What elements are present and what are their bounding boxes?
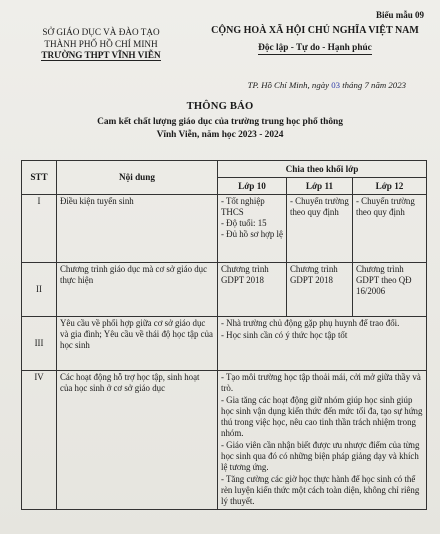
department-line-2: THÀNH PHỐ HỒ CHÍ MINH xyxy=(44,38,158,49)
cell-line: - Học sinh cần có ý thức học tập tốt xyxy=(221,330,348,340)
row-number: III xyxy=(22,317,57,371)
row-number: I xyxy=(22,195,57,263)
header-stt: STT xyxy=(22,161,57,195)
header-grade-group: Chia theo khối lớp xyxy=(218,161,427,178)
cell-line: - Chuyển trường theo quy định xyxy=(356,196,415,217)
row-content: Các hoạt động hỗ trợ học tập, sinh hoạt của học sinh ở cơ sở giáo dục xyxy=(57,371,218,510)
cell-line: - Gia tăng các hoạt động giữ nhóm giúp học sinh giúp học sinh vận dụng kiến thức đến mức tối đa, tạo sự hứng thú trong việc học, nêu cao tinh thần trách nhiệm trong nhóm. xyxy=(221,395,423,438)
date-day: 03 xyxy=(331,80,341,90)
cell-line: - Đủ hồ sơ hợp lệ xyxy=(221,229,283,239)
grade-10-cell: Chương trình GDPT 2018 xyxy=(218,263,287,317)
form-number: Biểu mẫu 09 xyxy=(375,10,424,20)
cell-line: - Nhà trường chủ động gặp phụ huynh để trao đổi. xyxy=(221,318,400,328)
row-number: IV xyxy=(22,371,57,510)
row-content: Yêu cầu về phối hợp giữa cơ sở giáo dục và gia đình; Yêu cầu về thái độ học tập của học sinh xyxy=(57,317,218,371)
table-row xyxy=(22,317,427,371)
nation-title: CỘNG HOÀ XÃ HỘI CHỦ NGHĨA VIỆT NAM xyxy=(211,25,419,36)
grade-12-cell: Chương trình GDPT theo QĐ 16/2006 xyxy=(353,263,427,317)
cell-line: - Chuyển trường theo quy định xyxy=(290,196,349,217)
table-row xyxy=(22,263,427,317)
row-content: Điều kiện tuyển sinh xyxy=(57,195,218,263)
department-line-1: SỞ GIÁO DỤC VÀ ĐÀO TẠO xyxy=(42,27,160,37)
merged-grade-cell xyxy=(218,371,427,510)
cell-line: - Tạo môi trường học tập thoải mái, cởi mở giữa thầy và trò. xyxy=(221,372,421,393)
table-row xyxy=(22,371,427,510)
header-grade-11: Lớp 11 xyxy=(287,178,353,195)
document-subtitle xyxy=(0,116,440,142)
cell-line: - Tốt nghiệp THCS xyxy=(221,196,265,217)
row-content: Chương trình giáo dục mà cơ sở giáo dục thực hiện xyxy=(57,263,218,317)
header-grade-10: Lớp 10 xyxy=(218,178,287,195)
date-prefix: TP. Hồ Chí Minh, ngày xyxy=(247,80,332,90)
subtitle-line-1: Cam kết chất lượng giáo dục của trường trung học phổ thông xyxy=(97,117,343,127)
grade-11-cell xyxy=(287,195,353,263)
subtitle-line-2: Vĩnh Viễn, năm học 2023 - 2024 xyxy=(156,130,284,140)
header-grade-12: Lớp 12 xyxy=(353,178,427,195)
national-motto: Độc lập - Tự do - Hạnh phúc xyxy=(258,43,372,53)
school-name: TRƯỜNG THPT VĨNH VIỄN xyxy=(41,50,161,60)
cell-line: - Giáo viên cần nhận biết được ưu nhược điểm của từng học sinh qua đó có những biện pháp giảng dạy và khích lệ tương ứng. xyxy=(221,440,420,472)
grade-12-cell xyxy=(353,195,427,263)
header-content: Nội dung xyxy=(57,161,218,195)
grade-10-cell xyxy=(218,195,287,263)
commitment-table xyxy=(21,160,427,510)
table-row xyxy=(22,195,427,263)
document-title: THÔNG BÁO xyxy=(186,101,254,112)
cell-line: - Tăng cường các giờ học thực hành để học sinh có thể rèn luyện kiến thức một cách toàn diện, không chỉ riêng lý thuyết. xyxy=(221,474,420,506)
date-suffix: tháng 7 năm 2023 xyxy=(340,80,406,90)
national-header xyxy=(200,25,430,55)
row-number: II xyxy=(22,263,57,317)
place-date xyxy=(248,80,406,90)
issuing-authority xyxy=(20,27,182,62)
merged-grade-cell xyxy=(218,317,427,371)
grade-11-cell: Chương trình GDPT 2018 xyxy=(287,263,353,317)
cell-line: - Độ tuổi: 15 xyxy=(221,218,267,228)
